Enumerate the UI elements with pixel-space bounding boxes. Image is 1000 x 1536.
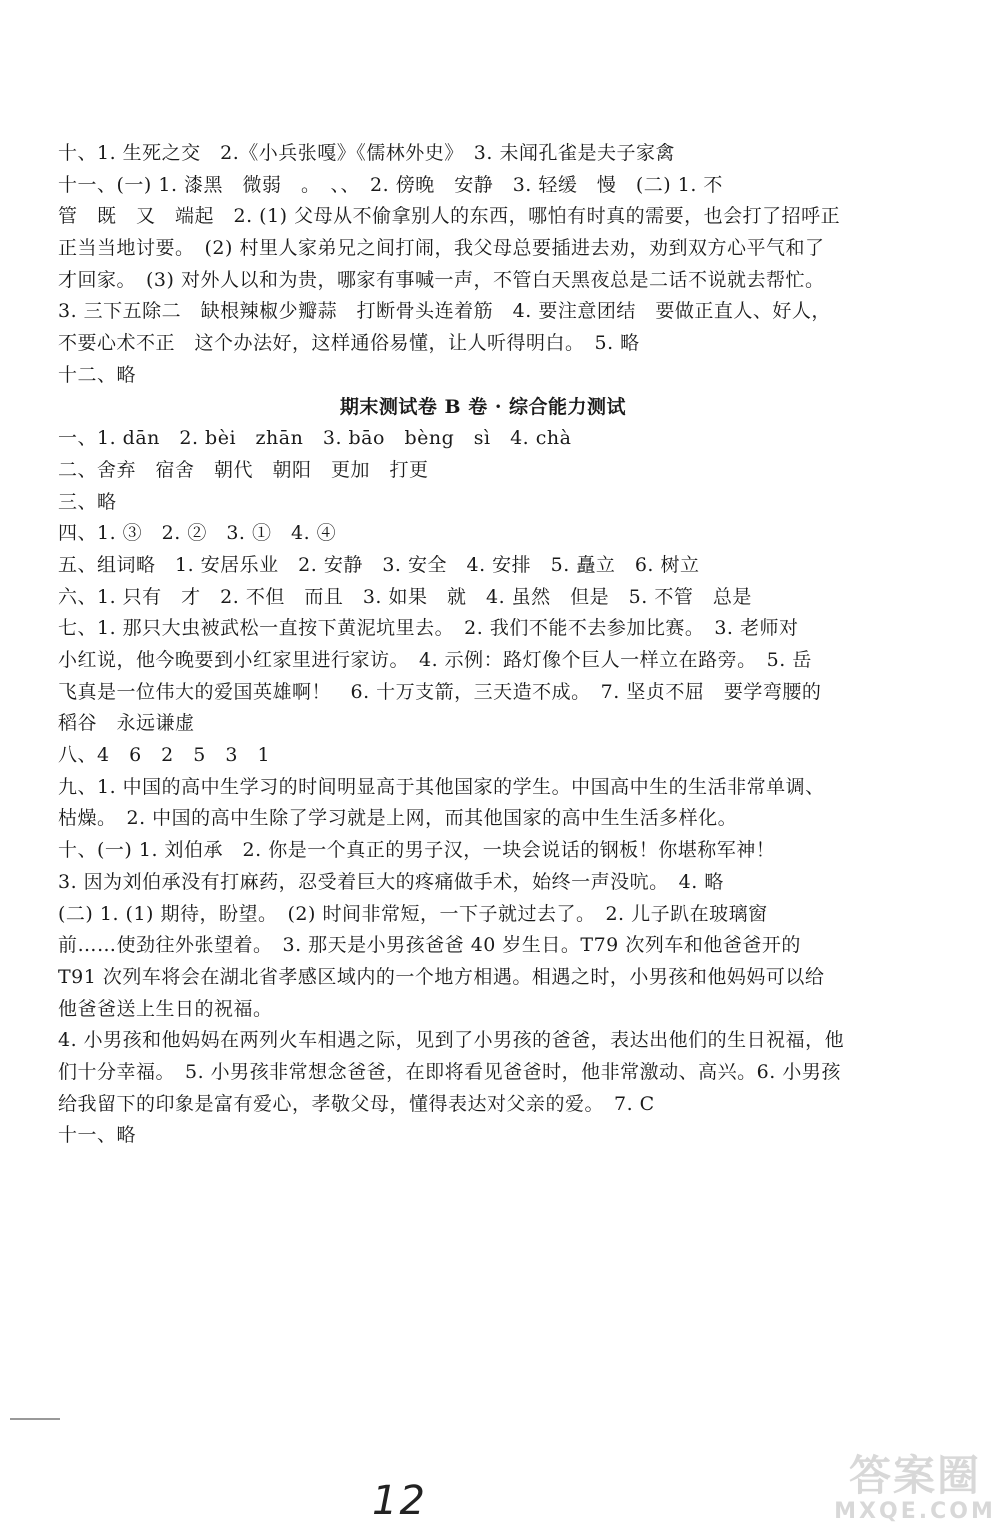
answer-line: 管 既 又 端起 2. (1) 父母从不偷拿别人的东西，哪怕有时真的需要，也会打了招呼正 (58, 205, 841, 228)
answer-line: 正当当地讨要。 (2) 村里人家弟兄之间打闹，我父母总要插进去劝，劝到双方心平气和了 (58, 237, 825, 260)
answer-line: 们十分幸福。 5. 小男孩非常想念爸爸，在即将看见爸爸时，他非常激动、高兴。6. 小男孩 (58, 1060, 841, 1083)
answer-line: 3. 三下五除二 缺根辣椒少瓣蒜 打断骨头连着筋 4. 要注意团结 要做正直人、好人， (58, 300, 831, 323)
answer-line: 4. 小男孩和他妈妈在两列火车相遇之际，见到了小男孩的爸爸，表达出他们的生日祝福，他 (58, 1029, 845, 1052)
answer-line: 才回家。 (3) 对外人以和为贵，哪家有事喊一声，不管白天黑夜总是二话不说就去帮忙。 (58, 268, 825, 291)
scan-mark (10, 1418, 60, 1420)
answer-line: 四、1. ③ 2. ② 3. ① 4. ④ (58, 522, 337, 545)
answer-line: 枯燥。 2. 中国的高中生除了学习就是上网，而其他国家的高中生生活多样化。 (58, 807, 738, 830)
page-number: 12 (372, 1478, 427, 1524)
answer-line: 十、(一) 1. 刘伯承 2. 你是一个真正的男子汉，一块会说话的钢板！你堪称军神！ (58, 839, 776, 862)
answer-line: 十一、略 (58, 1124, 137, 1147)
section-title: 期末测试卷 B 卷 · 综合能力测试 (339, 395, 627, 418)
answer-line: 不要心术不正 这个办法好，这样通俗易懂，让人听得明白。 5. 略 (58, 332, 640, 355)
answer-line: 九、1. 中国的高中生学习的时间明显高于其他国家的学生。中国高中生的生活非常单调、 (58, 775, 825, 798)
answer-line: 十二、略 (58, 363, 137, 386)
answer-line: 稻谷 永远谦虚 (58, 712, 195, 735)
answer-line: 三、略 (58, 490, 117, 513)
answer-line: 七、1. 那只大虫被武松一直按下黄泥坑里去。 2. 我们不能不去参加比赛。 3. 老师对 (58, 617, 799, 640)
answer-line: 十、1. 生死之交 2.《小兵张嘎》《儒林外史》 3. 未闻孔雀是夫子家禽 (58, 142, 675, 164)
answer-line: 十一、(一) 1. 漆黑 微弱 。 、、 2. 傍晚 安静 3. 轻缓 慢 (二) 1. 不 (58, 173, 723, 196)
answer-line: 二、舍弃 宿舍 朝代 朝阳 更加 打更 (58, 458, 429, 481)
answer-line: 给我留下的印象是富有爱心，孝敬父母，懂得表达对父亲的爱。 7. C (58, 1092, 655, 1115)
answer-line: 八、4 6 2 5 3 1 (58, 744, 271, 767)
answer-line: 五、组词略 1. 安居乐业 2. 安静 3. 安全 4. 安排 5. 矗立 6. 树立 (58, 553, 700, 576)
answer-line: 3. 因为刘伯承没有打麻药，忍受着巨大的疼痛做手术，始终一声没吭。 4. 略 (58, 870, 724, 893)
watermark-site-text: MXQE.COM (834, 1498, 996, 1524)
answer-line: 六、1. 只有 才 2. 不但 而且 3. 如果 就 4. 虽然 但是 5. 不管 总是 (58, 585, 752, 608)
watermark-main-text: 答案圈 (848, 1450, 981, 1500)
answer-line: (二) 1. (1) 期待，盼望。 (2) 时间非常短，一下子就过去了。 2. 儿子趴在玻璃窗 (58, 902, 768, 925)
answer-line: T91 次列车将会在湖北省孝感区域内的一个地方相遇。相遇之时，小男孩和他妈妈可以给 (58, 965, 825, 988)
exam-b-answers (58, 423, 908, 1152)
answer-line: 前……使劲往外张望着。 3. 那天是小男孩爸爸 40 岁生日。T79 次列车和他爸爸开的 (58, 934, 801, 957)
answer-line: 飞真是一位伟大的爱国英雄啊！ 6. 十万支箭，三天造不成。 7. 坚贞不屈 要学弯腰的 (58, 680, 822, 703)
answer-line: 他爸爸送上生日的祝福。 (58, 997, 273, 1020)
previous-section-answers (58, 138, 908, 392)
answer-content (58, 138, 908, 1152)
watermark-logo (834, 1438, 996, 1528)
answer-line: 小红说，他今晚要到小红家里进行家访。 4. 示例：路灯像个巨人一样立在路旁。 5. 岳 (58, 649, 812, 671)
answer-line: 一、1. dān 2. bèi zhān 3. bāo bèng sì 4. chà (58, 427, 572, 450)
